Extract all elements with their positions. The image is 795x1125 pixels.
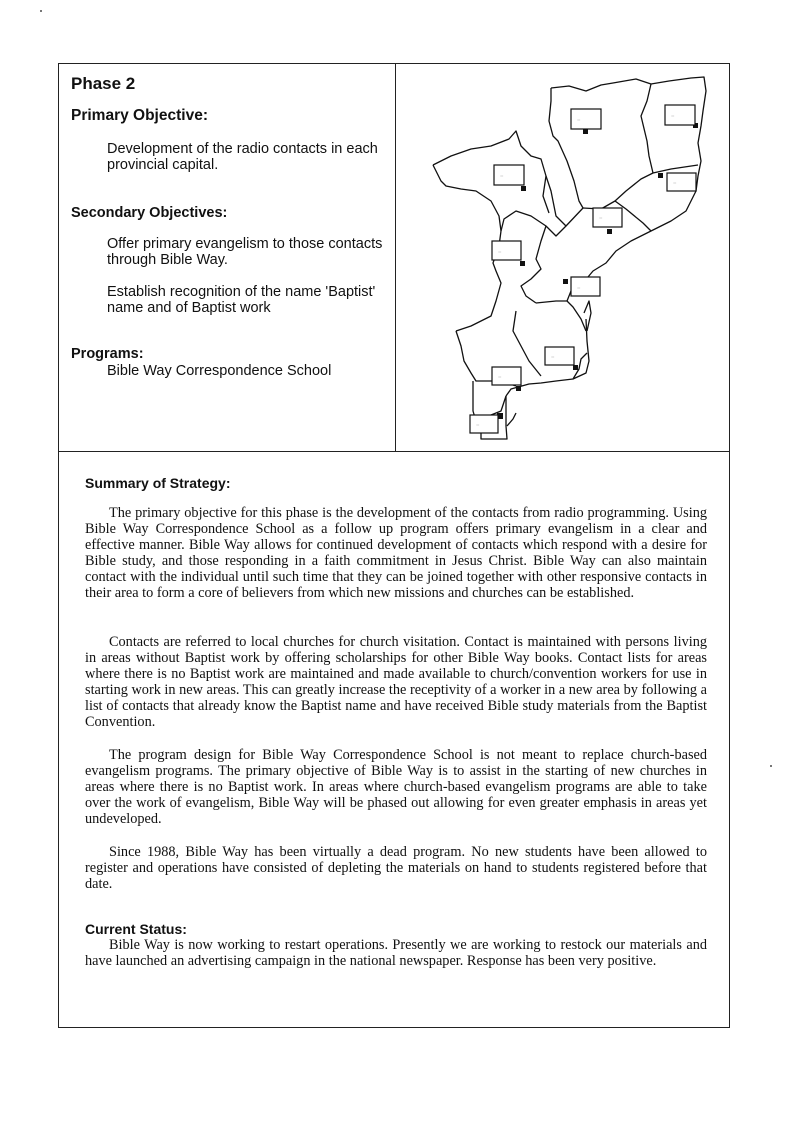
svg-text:::::: :::: [577, 286, 581, 290]
summary-paragraph-3 [85, 747, 707, 827]
primary-objective-heading: Primary Objective: [71, 107, 208, 124]
svg-text:::::: :::: [498, 375, 502, 379]
current-status-paragraph [85, 937, 707, 969]
horizontal-divider [59, 451, 729, 452]
programs-value: Bible Way Correspondence School [107, 363, 332, 379]
svg-text:::::: :::: [498, 250, 502, 254]
svg-text:::::: :::: [599, 216, 603, 220]
summary-paragraph-1-text: The primary objective for this phase is the development of the contacts from radio programming. Using Bible Way Correspondence School as a follow up program offers primary evangelism in a clear and effective manner. Bible Way allows for continued development of contacts which respond with a desire for Bible study, and those responding in a faith commitment in Jesus Christ. Bible Way can also maintain contact with the individual until such time that they can be joined together with other responsive contacts in their area to form a core of believers from which new missions and churches can be established. [85, 505, 707, 602]
document-frame [58, 63, 730, 1028]
primary-objective-text: Development of the radio contacts in each provincial capital. [107, 141, 378, 173]
summary-paragraph-4 [85, 844, 707, 892]
scan-speck [40, 10, 42, 12]
summary-heading: Summary of Strategy: [85, 475, 231, 491]
vertical-divider [395, 64, 396, 452]
programs-heading: Programs: [71, 346, 144, 362]
svg-text:::::: :::: [476, 423, 480, 427]
secondary-objective-2: Establish recognition of the name 'Baptist' name and of Baptist work [107, 284, 376, 316]
secondary-objectives-heading: Secondary Objectives: [71, 205, 228, 221]
current-status-heading: Current Status: [85, 921, 187, 937]
summary-paragraph-3-text: The program design for Bible Way Correspondence School is not meant to replace church-based evangelism programs. The primary objective of Bible Way is to assist in the starting of new churches in areas where there is no Baptist work. In areas where church-based evangelism programs are able to take over the work of evangelism, Bible Way will be phased out allowing for even greater emphasis in areas yet undeveloped. [85, 747, 707, 828]
svg-text:::::: :::: [673, 181, 677, 185]
secondary-objective-1: Offer primary evangelism to those contacts through Bible Way. [107, 236, 383, 268]
summary-paragraph-2 [85, 634, 707, 731]
summary-paragraph-1 [85, 505, 707, 602]
phase-title: Phase 2 [71, 74, 136, 93]
province-map [399, 66, 727, 448]
svg-text:::::: :::: [671, 114, 675, 118]
svg-text:::::: :::: [577, 118, 581, 122]
current-status-text: Bible Way is now working to restart operations. Presently we are working to restock our materials and have launched an advertising campaign in the national newspaper. Response has been very positive. [85, 937, 707, 970]
svg-text:::::: :::: [500, 174, 504, 178]
svg-text:::::: :::: [551, 355, 555, 359]
summary-paragraph-2-text: Contacts are referred to local churches for church visitation. Contact is maintained with persons living in areas without Baptist work by offering scholarships for other Bible Way books. Contact lists for areas where there is no Baptist work are maintained and made available to church/convention workers for use in starting work in new areas. This can greatly increase the receptivity of a worker in a new area by following a list of contacts that already know the Baptist name and have received Bible study materials from the Baptist Convention. [85, 634, 707, 731]
scan-speck [770, 765, 772, 767]
summary-paragraph-4-text: Since 1988, Bible Way has been virtually a dead program. No new students have been allowed to register and operations have consisted of depleting the materials on hand to students registered before that date. [85, 844, 707, 893]
